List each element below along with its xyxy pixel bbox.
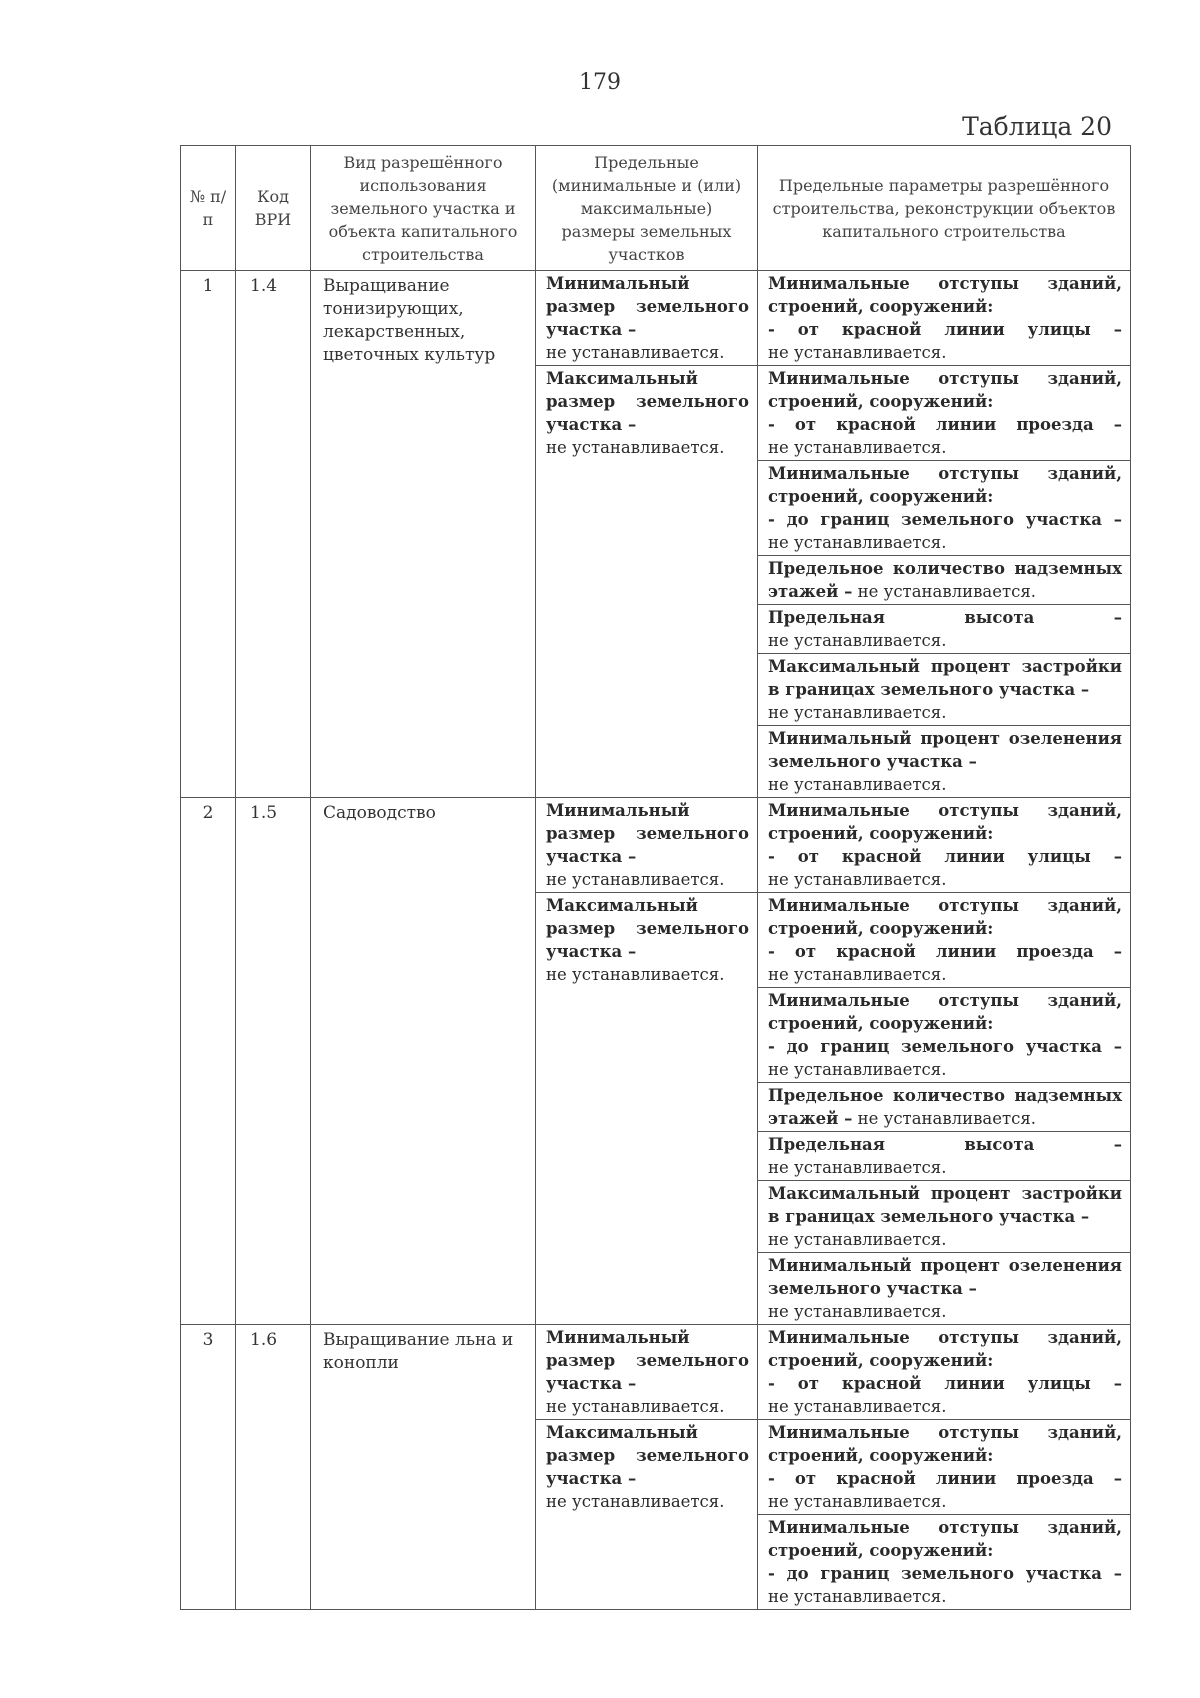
param-line-1: Минимальные отступы зданий,	[768, 991, 1122, 1010]
param-line-1: Минимальный процент озеленения	[768, 729, 1122, 748]
plot-size-block	[536, 1420, 757, 1514]
param-line-2: строений, сооружений:	[768, 824, 994, 843]
param-value: не устанавливается.	[768, 965, 947, 984]
size-line-3: участка –	[546, 942, 637, 961]
param-line-2: строений, сооружений:	[768, 1446, 994, 1465]
size-line-1: Максимальный	[546, 369, 698, 388]
param-line-2: земельного участка –	[768, 752, 977, 771]
param-line-2	[768, 1107, 1122, 1130]
param-line-1: Максимальный процент застройки	[768, 1184, 1122, 1203]
param-line-2: строений, сооружений:	[768, 392, 994, 411]
plot-size-block	[536, 798, 757, 893]
param-block	[758, 1515, 1130, 1609]
param-block	[758, 1132, 1130, 1181]
param-block	[758, 726, 1130, 797]
size-value: не устанавливается.	[546, 1492, 725, 1511]
vri-code: 1.4	[236, 271, 311, 798]
param-value: не устанавливается.	[768, 1302, 947, 1321]
param-line-1: Минимальные отступы зданий,	[768, 1423, 1122, 1442]
param-line-1: Минимальные отступы зданий,	[768, 1518, 1122, 1537]
build-params-cell	[758, 798, 1131, 1325]
size-value: не устанавливается.	[546, 965, 725, 984]
header-num: № п/п	[181, 146, 236, 271]
param-line-1: Предельная высота –	[768, 1135, 1122, 1154]
table-body	[181, 271, 1131, 1610]
param-line-1: Минимальные отступы зданий,	[768, 369, 1122, 388]
param-block	[758, 798, 1130, 893]
param-block	[758, 556, 1130, 605]
param-line-1: Максимальный процент застройки	[768, 657, 1122, 676]
param-line-3: - до границ земельного участка –	[768, 510, 1122, 529]
size-line-1: Минимальный	[546, 1328, 690, 1347]
param-line-2: строений, сооружений:	[768, 1351, 994, 1370]
param-value: не устанавливается.	[768, 631, 947, 650]
param-line-3: - от красной линии улицы –	[768, 1374, 1122, 1393]
size-line-2: размер земельного	[546, 1351, 749, 1370]
param-line-1: Минимальные отступы зданий,	[768, 801, 1122, 820]
page-number: 179	[579, 70, 621, 95]
size-line-2: размер земельного	[546, 392, 749, 411]
use-type: Выращивание тонизирующих, лекарственных, цветочных культур	[311, 271, 536, 798]
param-line-2: земельного участка –	[768, 1279, 977, 1298]
param-block	[758, 988, 1130, 1083]
param-block	[758, 461, 1130, 556]
param-line-1: Минимальные отступы зданий,	[768, 896, 1122, 915]
param-block	[758, 1181, 1130, 1253]
table-header-row	[181, 146, 1131, 271]
param-line-2: строений, сооружений:	[768, 1014, 994, 1033]
param-line-3: - до границ земельного участка –	[768, 1564, 1122, 1583]
build-params-cell	[758, 1325, 1131, 1610]
header-code: Код ВРИ	[236, 146, 311, 271]
param-floors-value: не устанавливается.	[852, 1109, 1037, 1128]
param-value: не устанавливается.	[768, 1397, 947, 1416]
param-line-3: - до границ земельного участка –	[768, 1037, 1122, 1056]
use-type: Выращивание льна и конопли	[311, 1325, 536, 1610]
plot-size-block	[536, 271, 757, 366]
zoning-parameters-table	[180, 145, 1131, 1610]
param-line-1: Предельная высота –	[768, 608, 1122, 627]
row-number: 3	[181, 1325, 236, 1610]
param-line-1: Предельное количество надземных	[768, 559, 1122, 578]
size-line-3: участка –	[546, 847, 637, 866]
size-line-2: размер земельного	[546, 1446, 749, 1465]
param-value: не устанавливается.	[768, 1492, 947, 1511]
table-row	[181, 271, 1131, 798]
param-floors-value: не устанавливается.	[852, 582, 1037, 601]
param-line-1: Минимальные отступы зданий,	[768, 1328, 1122, 1347]
param-line-3: - от красной линии улицы –	[768, 320, 1122, 339]
param-block	[758, 1253, 1130, 1324]
param-line-2: в границах земельного участка –	[768, 680, 1090, 699]
param-value: не устанавливается.	[768, 1230, 947, 1249]
param-floors-label: этажей –	[768, 582, 853, 601]
size-line-1: Максимальный	[546, 896, 698, 915]
row-number: 2	[181, 798, 236, 1325]
size-line-2: размер земельного	[546, 297, 749, 316]
param-block	[758, 605, 1130, 654]
size-line-3: участка –	[546, 1469, 637, 1488]
param-value: не устанавливается.	[768, 533, 947, 552]
param-line-2: строений, сооружений:	[768, 1541, 994, 1560]
param-block	[758, 271, 1130, 366]
plot-size-block	[536, 893, 757, 987]
size-value: не устанавливается.	[546, 1397, 725, 1416]
param-line-1: Минимальный процент озеленения	[768, 1256, 1122, 1275]
param-line-3: - от красной линии улицы –	[768, 847, 1122, 866]
header-plot-sizes: Предельные (минимальные и (или) максимальные) размеры земельных участков	[536, 146, 758, 271]
table-row	[181, 798, 1131, 1325]
param-line-2: строений, сооружений:	[768, 487, 994, 506]
row-number: 1	[181, 271, 236, 798]
use-type: Садоводство	[311, 798, 536, 1325]
param-value: не устанавливается.	[768, 1060, 947, 1079]
param-value: не устанавливается.	[768, 703, 947, 722]
param-line-3: - от красной линии проезда –	[768, 415, 1122, 434]
size-line-1: Максимальный	[546, 1423, 698, 1442]
size-line-3: участка –	[546, 320, 637, 339]
param-line-2: строений, сооружений:	[768, 919, 994, 938]
size-line-1: Минимальный	[546, 274, 690, 293]
size-value: не устанавливается.	[546, 870, 725, 889]
table-caption: Таблица 20	[962, 112, 1112, 141]
param-block	[758, 893, 1130, 988]
param-block	[758, 1420, 1130, 1515]
plot-size-block	[536, 1325, 757, 1420]
size-line-1: Минимальный	[546, 801, 690, 820]
param-block	[758, 1325, 1130, 1420]
vri-code: 1.5	[236, 798, 311, 1325]
plot-size-cell	[536, 1325, 758, 1610]
header-build-params: Предельные параметры разрешённого строительства, реконструкции объектов капитального строительства	[758, 146, 1131, 271]
plot-size-cell	[536, 271, 758, 798]
param-line-3: - от красной линии проезда –	[768, 1469, 1122, 1488]
param-value: не устанавливается.	[768, 1158, 947, 1177]
param-value: не устанавливается.	[768, 438, 947, 457]
size-line-3: участка –	[546, 1374, 637, 1393]
size-value: не устанавливается.	[546, 438, 725, 457]
plot-size-block	[536, 366, 757, 460]
size-line-2: размер земельного	[546, 919, 749, 938]
param-value: не устанавливается.	[768, 1587, 947, 1606]
param-line-3: - от красной линии проезда –	[768, 942, 1122, 961]
param-block	[758, 1083, 1130, 1132]
param-floors-label: этажей –	[768, 1109, 853, 1128]
header-use-type: Вид разрешённого использования земельного участка и объекта капитального строительства	[311, 146, 536, 271]
param-block	[758, 366, 1130, 461]
param-value: не устанавливается.	[768, 775, 947, 794]
size-line-3: участка –	[546, 415, 637, 434]
build-params-cell	[758, 271, 1131, 798]
size-line-2: размер земельного	[546, 824, 749, 843]
param-line-1: Предельное количество надземных	[768, 1086, 1122, 1105]
param-line-2	[768, 580, 1122, 603]
size-value: не устанавливается.	[546, 343, 725, 362]
vri-code: 1.6	[236, 1325, 311, 1610]
param-value: не устанавливается.	[768, 343, 947, 362]
plot-size-cell	[536, 798, 758, 1325]
param-line-2: строений, сооружений:	[768, 297, 994, 316]
param-value: не устанавливается.	[768, 870, 947, 889]
param-line-1: Минимальные отступы зданий,	[768, 274, 1122, 293]
table-row	[181, 1325, 1131, 1610]
param-line-1: Минимальные отступы зданий,	[768, 464, 1122, 483]
param-block	[758, 654, 1130, 726]
param-line-2: в границах земельного участка –	[768, 1207, 1090, 1226]
